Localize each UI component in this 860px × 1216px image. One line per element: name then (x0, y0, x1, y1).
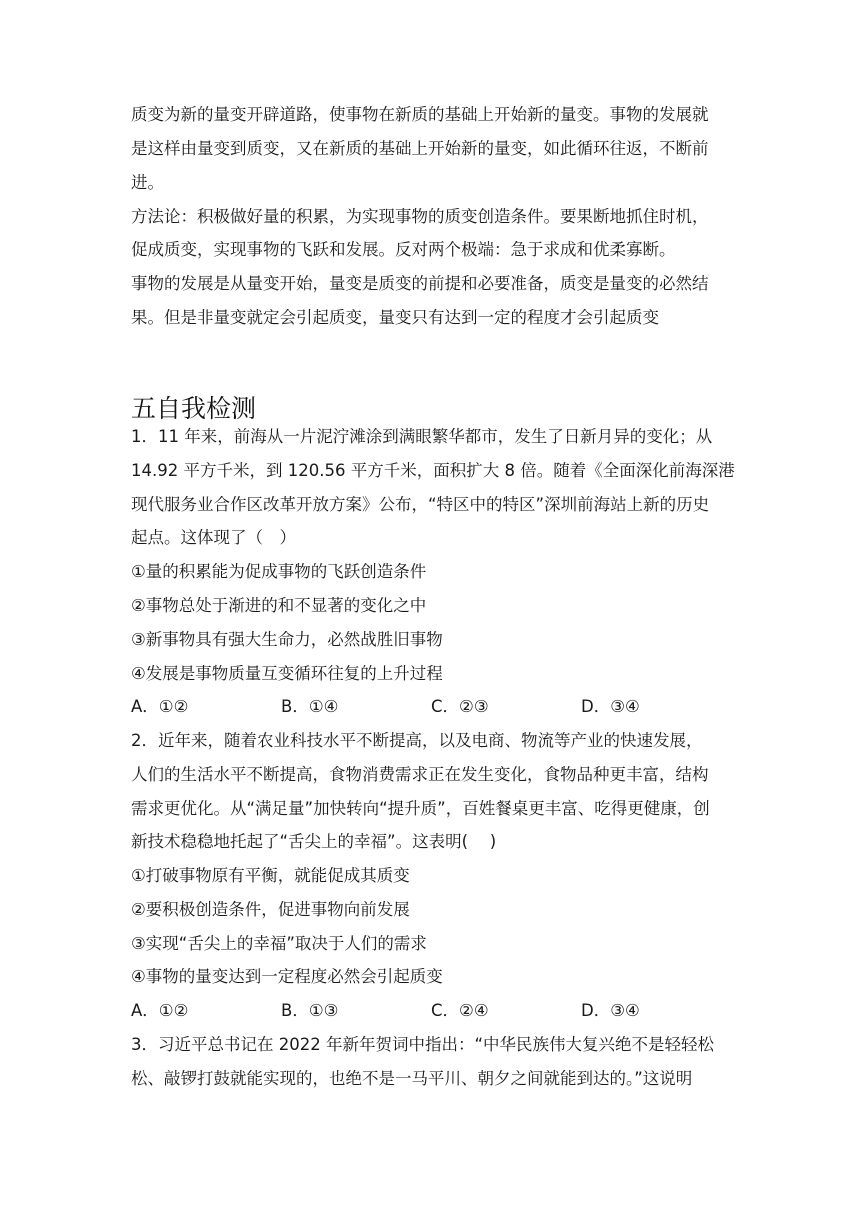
q1-option-d[interactable]: D．③④ (581, 697, 640, 716)
q2-item: ④事物的量变达到一定程度必然会引起质变 (131, 967, 443, 986)
q2-option-a[interactable]: A．①② (131, 1001, 189, 1020)
q1-stem-line: 现代服务业合作区改革开放方案》公布，“特区中的特区”深圳前海站上新的历史 (131, 495, 710, 514)
q2-option-c[interactable]: C．②④ (431, 1001, 489, 1020)
q1-option-b[interactable]: B．①④ (281, 697, 339, 716)
section-title: 五自我检测 (131, 394, 257, 423)
intro-line: 方法论：积极做好量的积累，为实现事物的质变创造条件。要果断地抓住时机， (131, 207, 709, 226)
intro-line: 事物的发展是从量变开始，量变是质变的前提和必要准备，质变是量变的必然结 (131, 274, 709, 293)
intro-line: 进。 (131, 173, 164, 192)
intro-line: 促成质变，实现事物的飞跃和发展。反对两个极端：急于求成和优柔寡断。 (131, 240, 676, 259)
q1-option-a[interactable]: A．①② (131, 697, 189, 716)
q2-option-d[interactable]: D．③④ (581, 1001, 640, 1020)
q2-item: ③实现“舌尖上的幸福”取决于人们的需求 (131, 934, 427, 953)
q1-item: ①量的积累能为促成事物的飞跃创造条件 (131, 562, 427, 581)
q2-option-b[interactable]: B．①③ (281, 1001, 339, 1020)
q1-item: ②事物总处于渐进的和不显著的变化之中 (131, 596, 427, 615)
q1-stem-line: 14.92 平方千米，到 120.56 平方千米，面积扩大 8 倍。随着《全面深化前海深港 (131, 461, 735, 480)
q2-item: ②要积极创造条件，促进事物向前发展 (131, 900, 410, 919)
q1-option-c[interactable]: C．②③ (431, 697, 489, 716)
q2-stem-line: 需求更优化。从“满足量”加快转向“提升质”，百姓餐桌更丰富、吃得更健康，创 (131, 799, 710, 818)
q2-stem-line: 2．近年来，随着农业科技水平不断提高，以及电商、物流等产业的快速发展， (131, 731, 703, 750)
q2-item: ①打破事物原有平衡，就能促成其质变 (131, 866, 410, 885)
intro-line: 质变为新的量变开辟道路，使事物在新质的基础上开始新的量变。事物的发展就 (131, 105, 709, 124)
q2-stem-line: 新技术稳稳地托起了“舌尖上的幸福”。这表明( ) (131, 832, 497, 851)
q1-item: ④发展是事物质量互变循环往复的上升过程 (131, 664, 443, 683)
q3-stem-line: 松、敲锣打鼓就能实现的，也绝不是一马平川、朝夕之间就能到达的。”这说明 (131, 1069, 693, 1088)
q1-stem-line: 起点。这体现了（ ） (131, 528, 296, 547)
q1-stem-line: 1．11 年来，前海从一片泥泞滩涂到满眼繁华都市，发生了日新月异的变化；从 (131, 427, 713, 446)
intro-line: 果。但是非量变就定会引起质变，量变只有达到一定的程度才会引起质变 (131, 308, 659, 327)
intro-line: 是这样由量变到质变，又在新质的基础上开始新的量变，如此循环往返，不断前 (131, 139, 709, 158)
q1-item: ③新事物具有强大生命力，必然战胜旧事物 (131, 630, 443, 649)
q3-stem-line: 3．习近平总书记在 2022 年新年贺词中指出：“中华民族伟大复兴绝不是轻轻松 (131, 1035, 715, 1054)
q2-stem-line: 人们的生活水平不断提高，食物消费需求正在发生变化，食物品种更丰富，结构 (131, 765, 709, 784)
